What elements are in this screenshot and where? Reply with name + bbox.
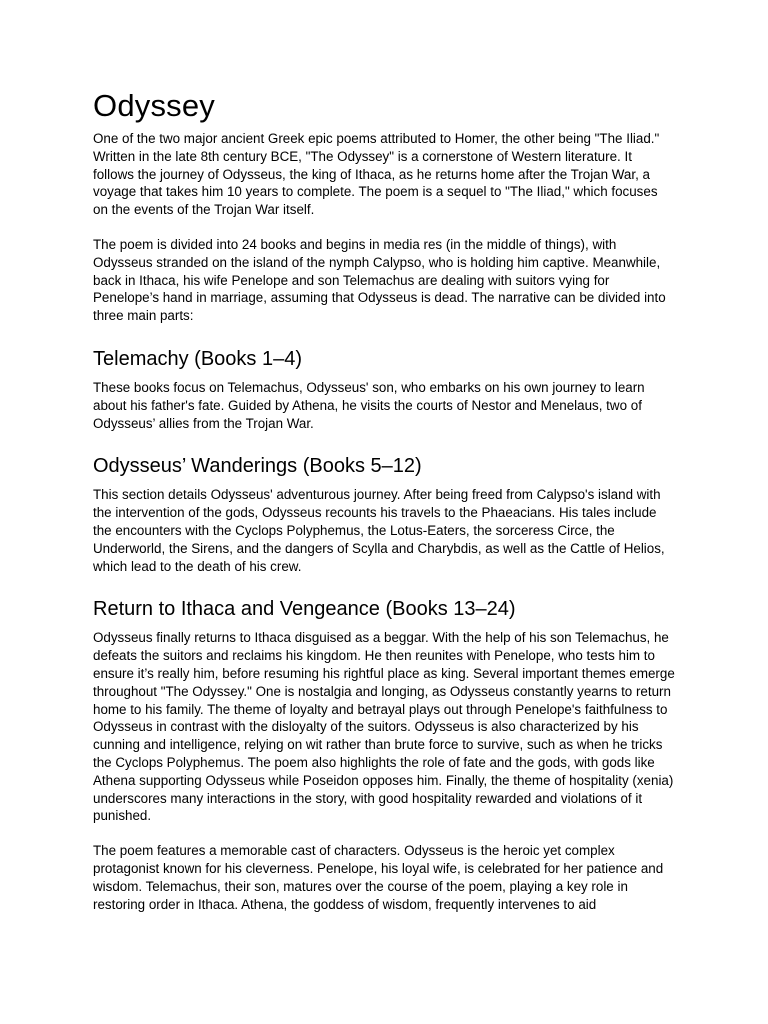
- section-heading-telemachy: Telemachy (Books 1–4): [93, 347, 302, 370]
- section-return: [93, 597, 676, 913]
- intro-paragraph-2: The poem is divided into 24 books and begins in media res (in the middle of things), with Odysseus stranded on the island of the nymph Calypso, who is holding him captive. Meanwhile, back in Ithaca, his wife Penelope and son Telemachus are dealing with suitors vying for Penelope’s hand in marriage, assuming that Odysseus is dead. The narrative can be divided into three main parts:: [93, 236, 666, 324]
- document-title: Odyssey: [93, 88, 215, 123]
- section-telemachy: [93, 347, 676, 432]
- intro-paragraph-1: One of the two major ancient Greek epic poems attributed to Homer, the other being "The Iliad." Written in the late 8th century BCE, "The Odyssey" is a cornerstone of Western literature. It follows the journey of Odysseus, the king of Ithaca, as he returns home after the Trojan War, a voyage that takes him 10 years to complete. The poem is a sequel to "The Iliad," which focuses on the events of the Trojan War itself.: [93, 131, 660, 218]
- section-paragraph-return-1: Odysseus finally returns to Ithaca disguised as a beggar. With the help of his son Telemachus, he defeats the suitors and reclaims his kingdom. He then reunites with Penelope, who tests him to ensure it’s really him, before resuming his rightful place as king. Several important themes emerge throughout "The Odyssey." One is nostalgia and longing, as Odysseus constantly yearns to return home to his family. The theme of loyalty and betrayal plays out through Penelope's faithfulness to Odysseus in contrast with the disloyalty of the suitors. Odysseus is also characterized by his cunning and intelligence, relying on wit rather than brute force to survive, such as when he tricks the Cyclops Polyphemus. The poem also highlights the role of fate and the gods, with gods like Athena supporting Odysseus while Poseidon opposes him. Finally, the theme of hospitality (xenia) underscores many interactions in the story, with good hospitality rewarded and violations of it punished.: [93, 630, 675, 824]
- section-paragraph-wanderings: This section details Odysseus' adventurous journey. After being freed from Calypso's island with the intervention of the gods, Odysseus recounts his travels to the Phaeacians. His tales include the encounters with the Cyclops Polyphemus, the Lotus-Eaters, the sorceress Circe, the Underworld, the Sirens, and the dangers of Scylla and Charybdis, as well as the Cattle of Helios, which lead to the death of his crew.: [93, 487, 665, 574]
- section-wanderings: [93, 454, 676, 575]
- section-heading-return: Return to Ithaca and Vengeance (Books 13–24): [93, 598, 516, 621]
- section-paragraph-telemachy: These books focus on Telemachus, Odysseus' son, who embarks on his own journey to learn about his father's fate. Guided by Athena, he visits the courts of Nestor and Menelaus, two of Odysseus’ allies from the Trojan War.: [93, 379, 645, 431]
- section-heading-wanderings: Odysseus’ Wanderings (Books 5–12): [93, 455, 422, 478]
- section-paragraph-return-2: The poem features a memorable cast of characters. Odysseus is the heroic yet complex protagonist known for his cleverness. Penelope, his loyal wife, is celebrated for her patience and wisdom. Telemachus, their son, matures over the course of the poem, playing a key role in restoring order in Ithaca. Athena, the goddess of wisdom, frequently intervenes to aid: [93, 843, 664, 912]
